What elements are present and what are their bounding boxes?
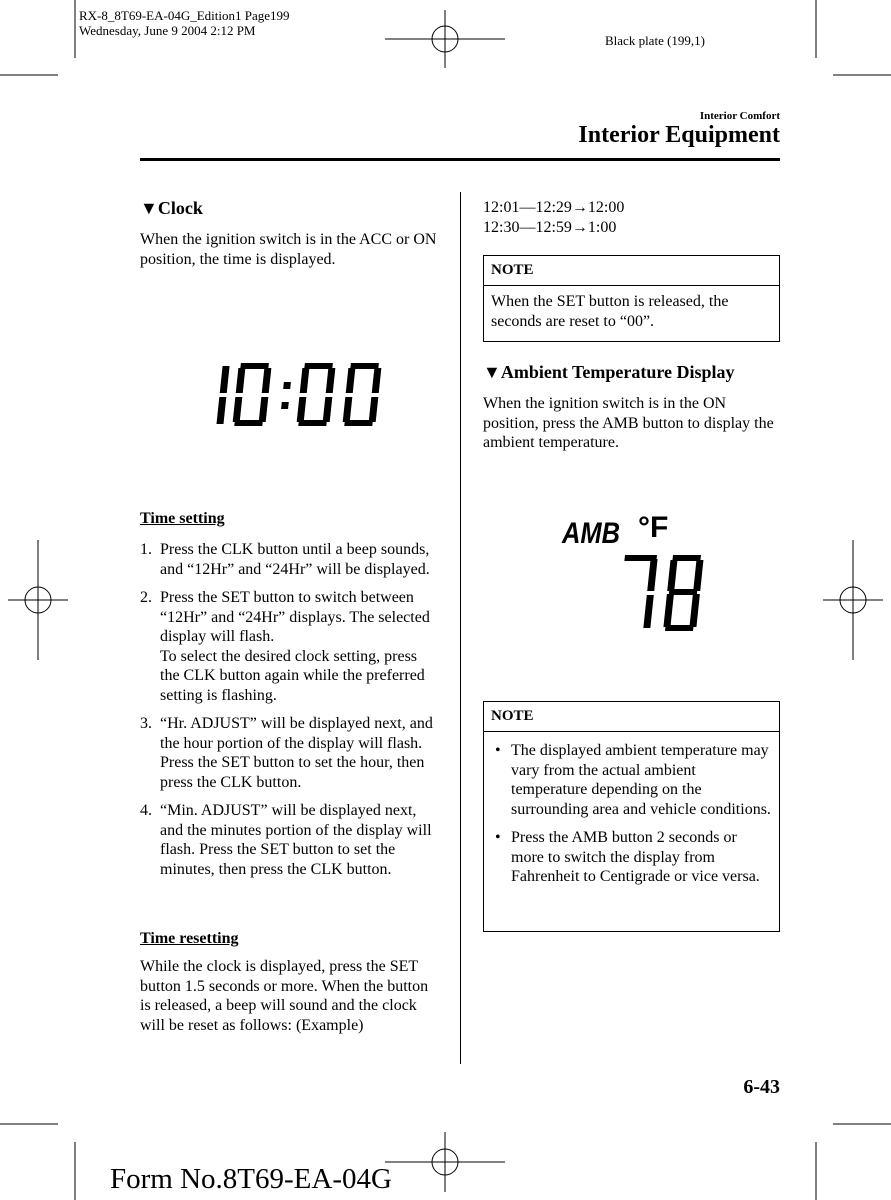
ambient-heading [483,362,735,383]
time-setting-steps [140,540,440,888]
reset-example-line1: 12:01—12:29→12:00 [483,199,625,216]
print-meta-line2: Wednesday, June 9 2004 2:12 PM [79,23,256,38]
step-text: Press the SET button to switch between “12Hr” and “24Hr” displays. The selected display will flash. [160,589,430,645]
ambient-note-box [483,701,780,932]
time-setting-heading: Time setting [140,510,225,527]
time-resetting-text: While the clock is displayed, press the SET button 1.5 seconds or more. When the button is released, a beep will sound and the clock will be reset as follows: (Example) [140,958,429,1034]
print-meta [79,8,290,38]
list-item [140,540,440,579]
plate-label: Black plate (199,1) [605,33,705,48]
note-title: NOTE [484,256,779,286]
reset-example-line2: 12:30—12:59→1:00 [483,218,617,236]
step-number: 1. [140,541,152,558]
bullet-icon: • [495,829,501,846]
reset-example [483,198,624,237]
step-number: 2. [140,589,152,606]
bullet-text: The displayed ambient temperature may vary from the actual ambient temperature depending on the surrounding area and vehicle conditions. [511,742,771,818]
list-item [491,741,772,819]
step-text: Press the CLK button until a beep sounds, and “12Hr” and “24Hr” will be displayed. [160,541,430,578]
note-bullets [484,732,779,903]
list-item [140,588,440,705]
section-label: Interior Comfort [699,110,780,122]
step-text: “Min. ADJUST” will be displayed next, and the minutes portion of the display will flash. Press the SET button to set the minutes, then press the CLK button. [160,802,432,878]
step-text: “Hr. ADJUST” will be displayed next, and the hour portion of the display will flash. Press the SET button to set the hour, then press the CLK button. [160,715,433,791]
ambient-heading-text: Ambient Temperature Display [500,362,735,382]
triangle-marker-icon: ▼ [140,198,158,218]
clock-note-box [483,255,780,342]
list-item [140,714,440,792]
ambient-display-illustration [560,511,710,635]
note-title: NOTE [484,702,779,732]
fahrenheit-unit: °F [638,511,669,544]
note-text: When the SET button is released, the seconds are reset to “00”. [491,293,729,330]
temperature-digits [615,555,705,633]
amb-label: AMB [562,517,621,550]
clock-intro: When the ignition switch is in the ACC or ON position, the time is displayed. [140,231,437,268]
step-number: 4. [140,802,152,819]
triangle-marker-icon: ▼ [483,362,501,382]
clock-display-illustration [205,362,400,430]
bullet-icon: • [495,742,501,759]
print-meta-line1: RX-8_8T69-EA-04G_Edition1 Page199 [79,8,290,23]
step-number: 3. [140,715,152,732]
clock-heading [140,198,203,219]
page-number: 6-43 [743,1076,780,1098]
column-divider [460,192,461,1064]
list-item [491,828,772,887]
form-number: Form No.8T69-EA-04G [110,1163,392,1195]
time-resetting-heading: Time resetting [140,930,239,947]
clock-heading-text: Clock [157,198,203,218]
bullet-text: Press the AMB button 2 seconds or more to switch the display from Fahrenheit to Centigrade or vice versa. [511,829,760,885]
list-item [140,801,440,879]
title-rule [140,158,780,161]
ambient-intro: When the ignition switch is in the ON position, press the AMB button to display the ambient temperature. [483,395,774,451]
page-title: Interior Equipment [578,122,780,148]
step-text-continued: To select the desired clock setting, press the CLK button again while the preferred setting is flashing. [160,647,425,704]
